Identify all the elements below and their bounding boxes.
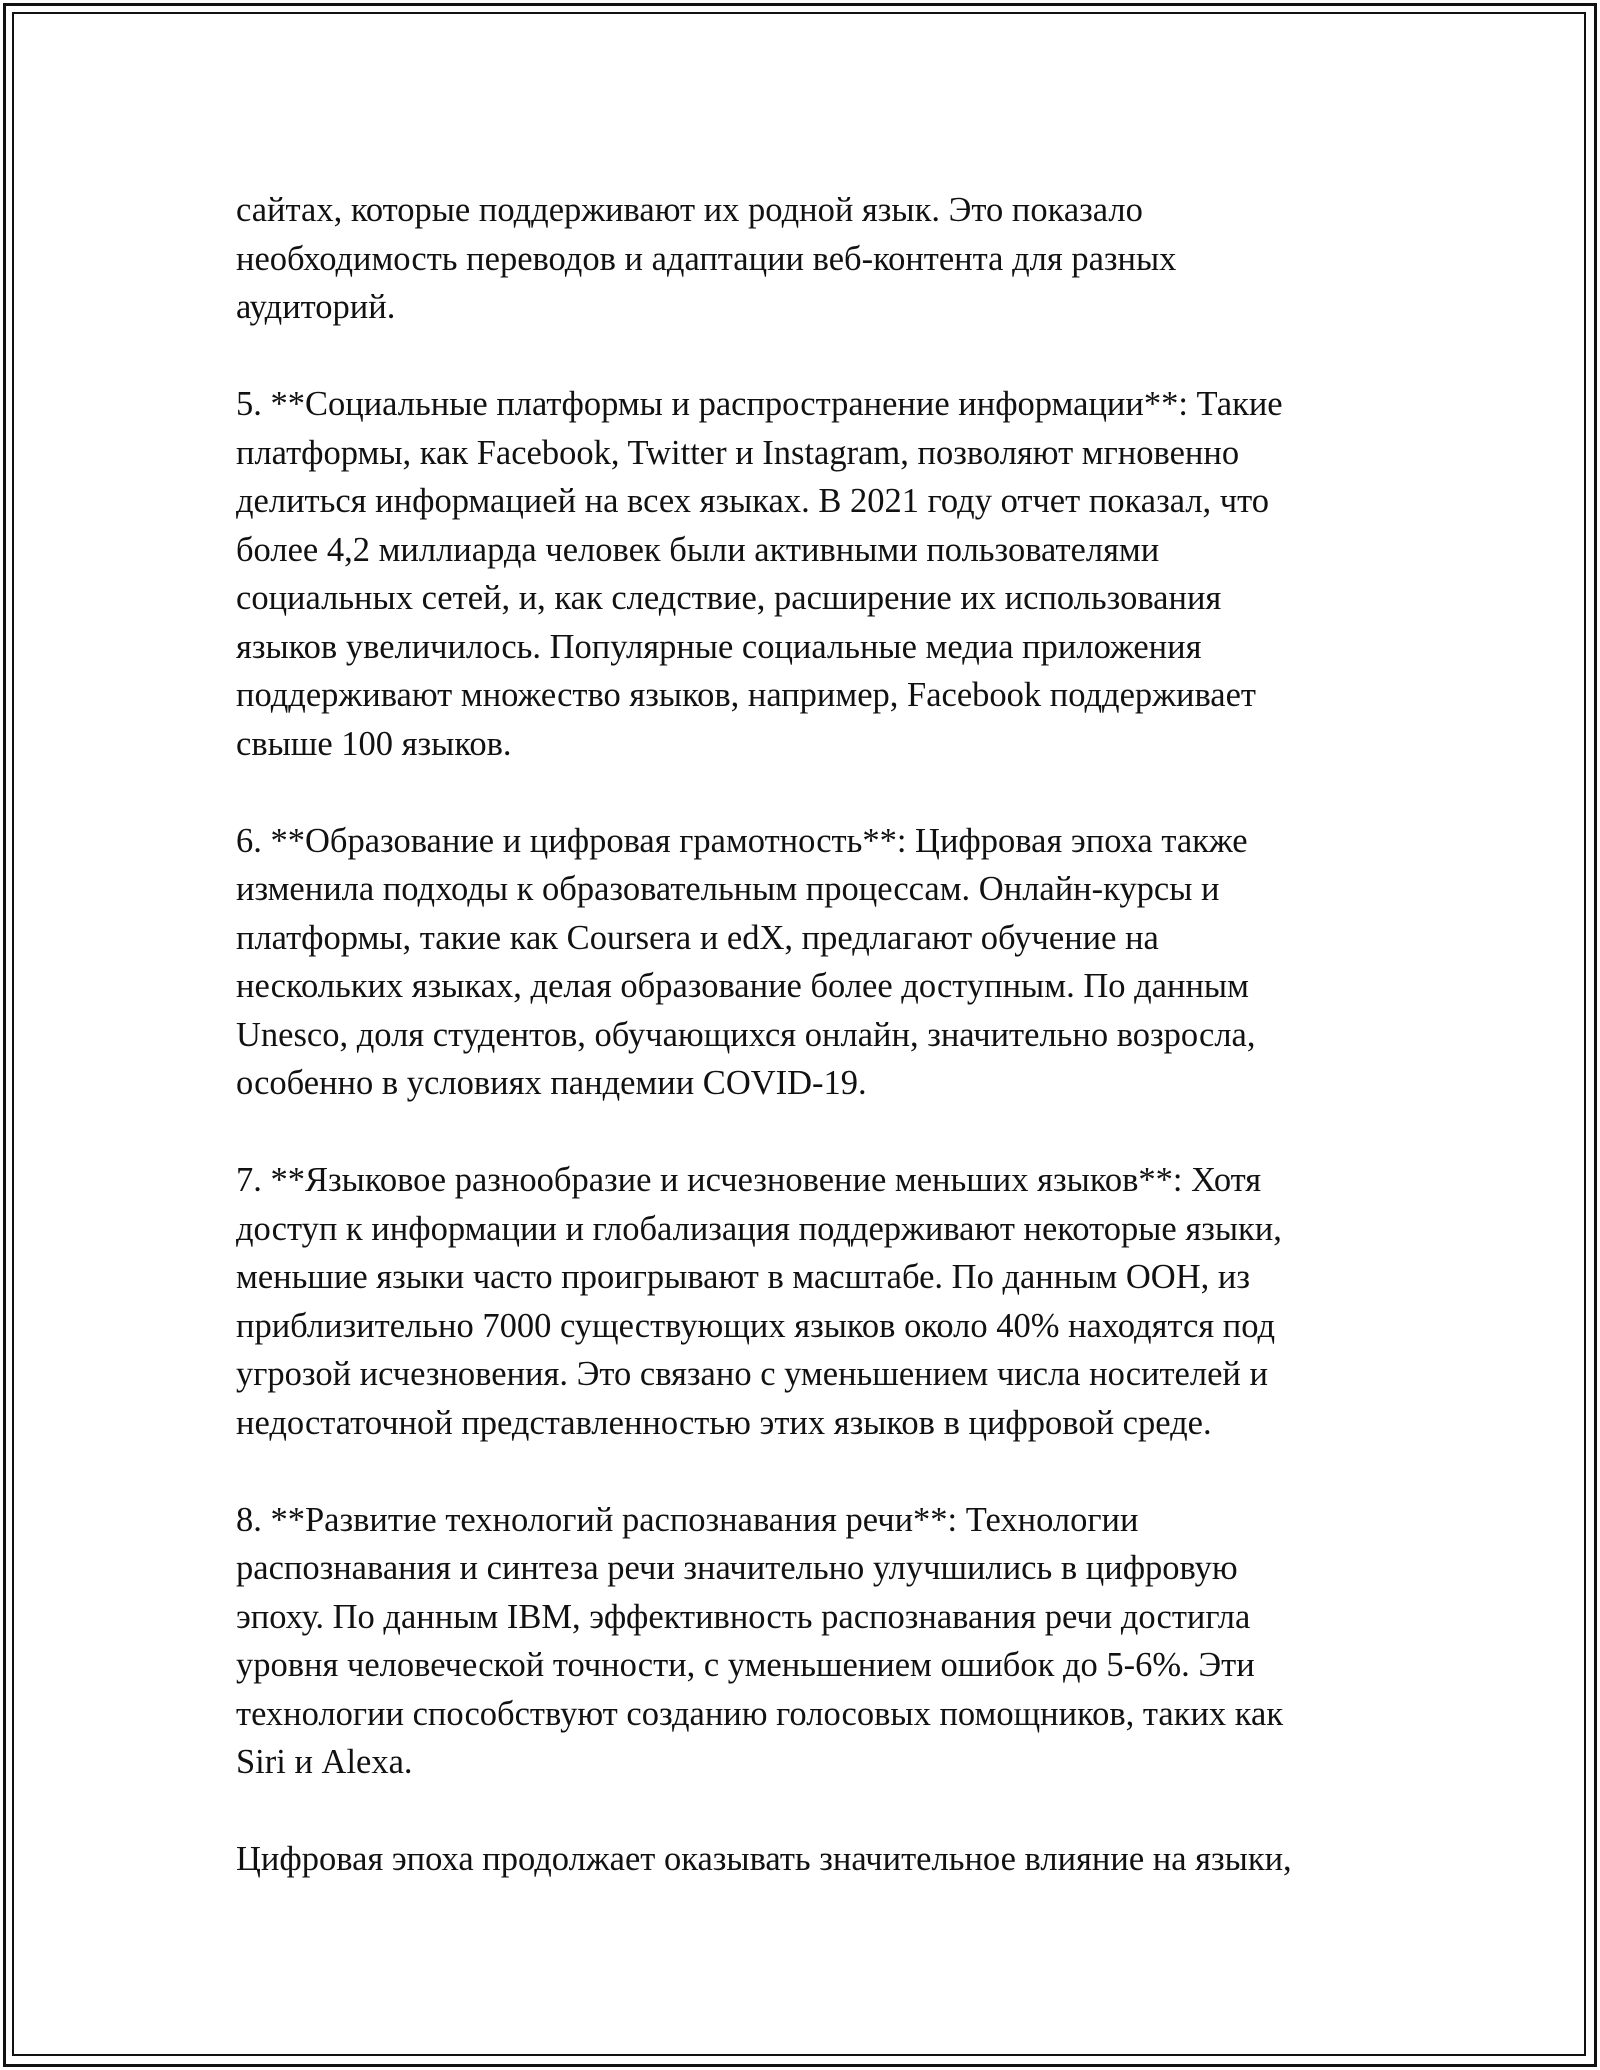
document-body xyxy=(236,186,1376,1932)
paragraph-item-7: 7. **Языковое разнообразие и исчезновение меньших языков**: Хотя доступ к информации и глобализация поддерживают некоторые языки, меньшие языки часто проигрывают в масштабе. По данным ООН, из приблизительно 7000 существующих языков около 40% находятся под угрозой исчезновения. Это связано с уменьшением числа носителей и недостаточной представленностью этих языков в цифровой среде. xyxy=(236,1161,1282,1442)
paragraph-continuation: сайтах, которые поддерживают их родной язык. Это показало необходимость переводов и адаптации веб-контента для разных аудиторий. xyxy=(236,191,1177,326)
paragraph-item-8: 8. **Развитие технологий распознавания речи**: Технологии распознавания и синтеза речи значительно улучшились в цифровую эпоху. По данным IBM, эффективность распознавания речи достигла уровня человеческой точности, с уменьшением ошибок до 5-6%. Эти технологии способствуют созданию голосовых помощников, таких как Siri и Alexa. xyxy=(236,1500,1284,1781)
paragraph-item-6: 6. **Образование и цифровая грамотность**: Цифровая эпоха также изменила подходы к образовательным процессам. Онлайн-курсы и платформы, такие как Coursera и edX, предлагают обучение на нескольких языках, делая образование более доступным. По данным Unesco, доля студентов, обучающихся онлайн, значительно возросла, особенно в условиях пандемии COVID-19. xyxy=(236,821,1256,1102)
paragraph-item-5: 5. **Социальные платформы и распространение информации**: Такие платформы, как Facebook, Twitter и Instagram, позволяют мгновенно делиться информацией на всех языках. В 2021 году отчет показал, что более 4,2 миллиарда человек были активными пользователями социальных сетей, и, как следствие, расширение их использования языков увеличилось. Популярные социальные медиа приложения поддерживают множество языков, например, Facebook поддерживает свыше 100 языков. xyxy=(236,385,1283,763)
paragraph-conclusion: Цифровая эпоха продолжает оказывать значительное влияние на языки, xyxy=(236,1840,1292,1878)
